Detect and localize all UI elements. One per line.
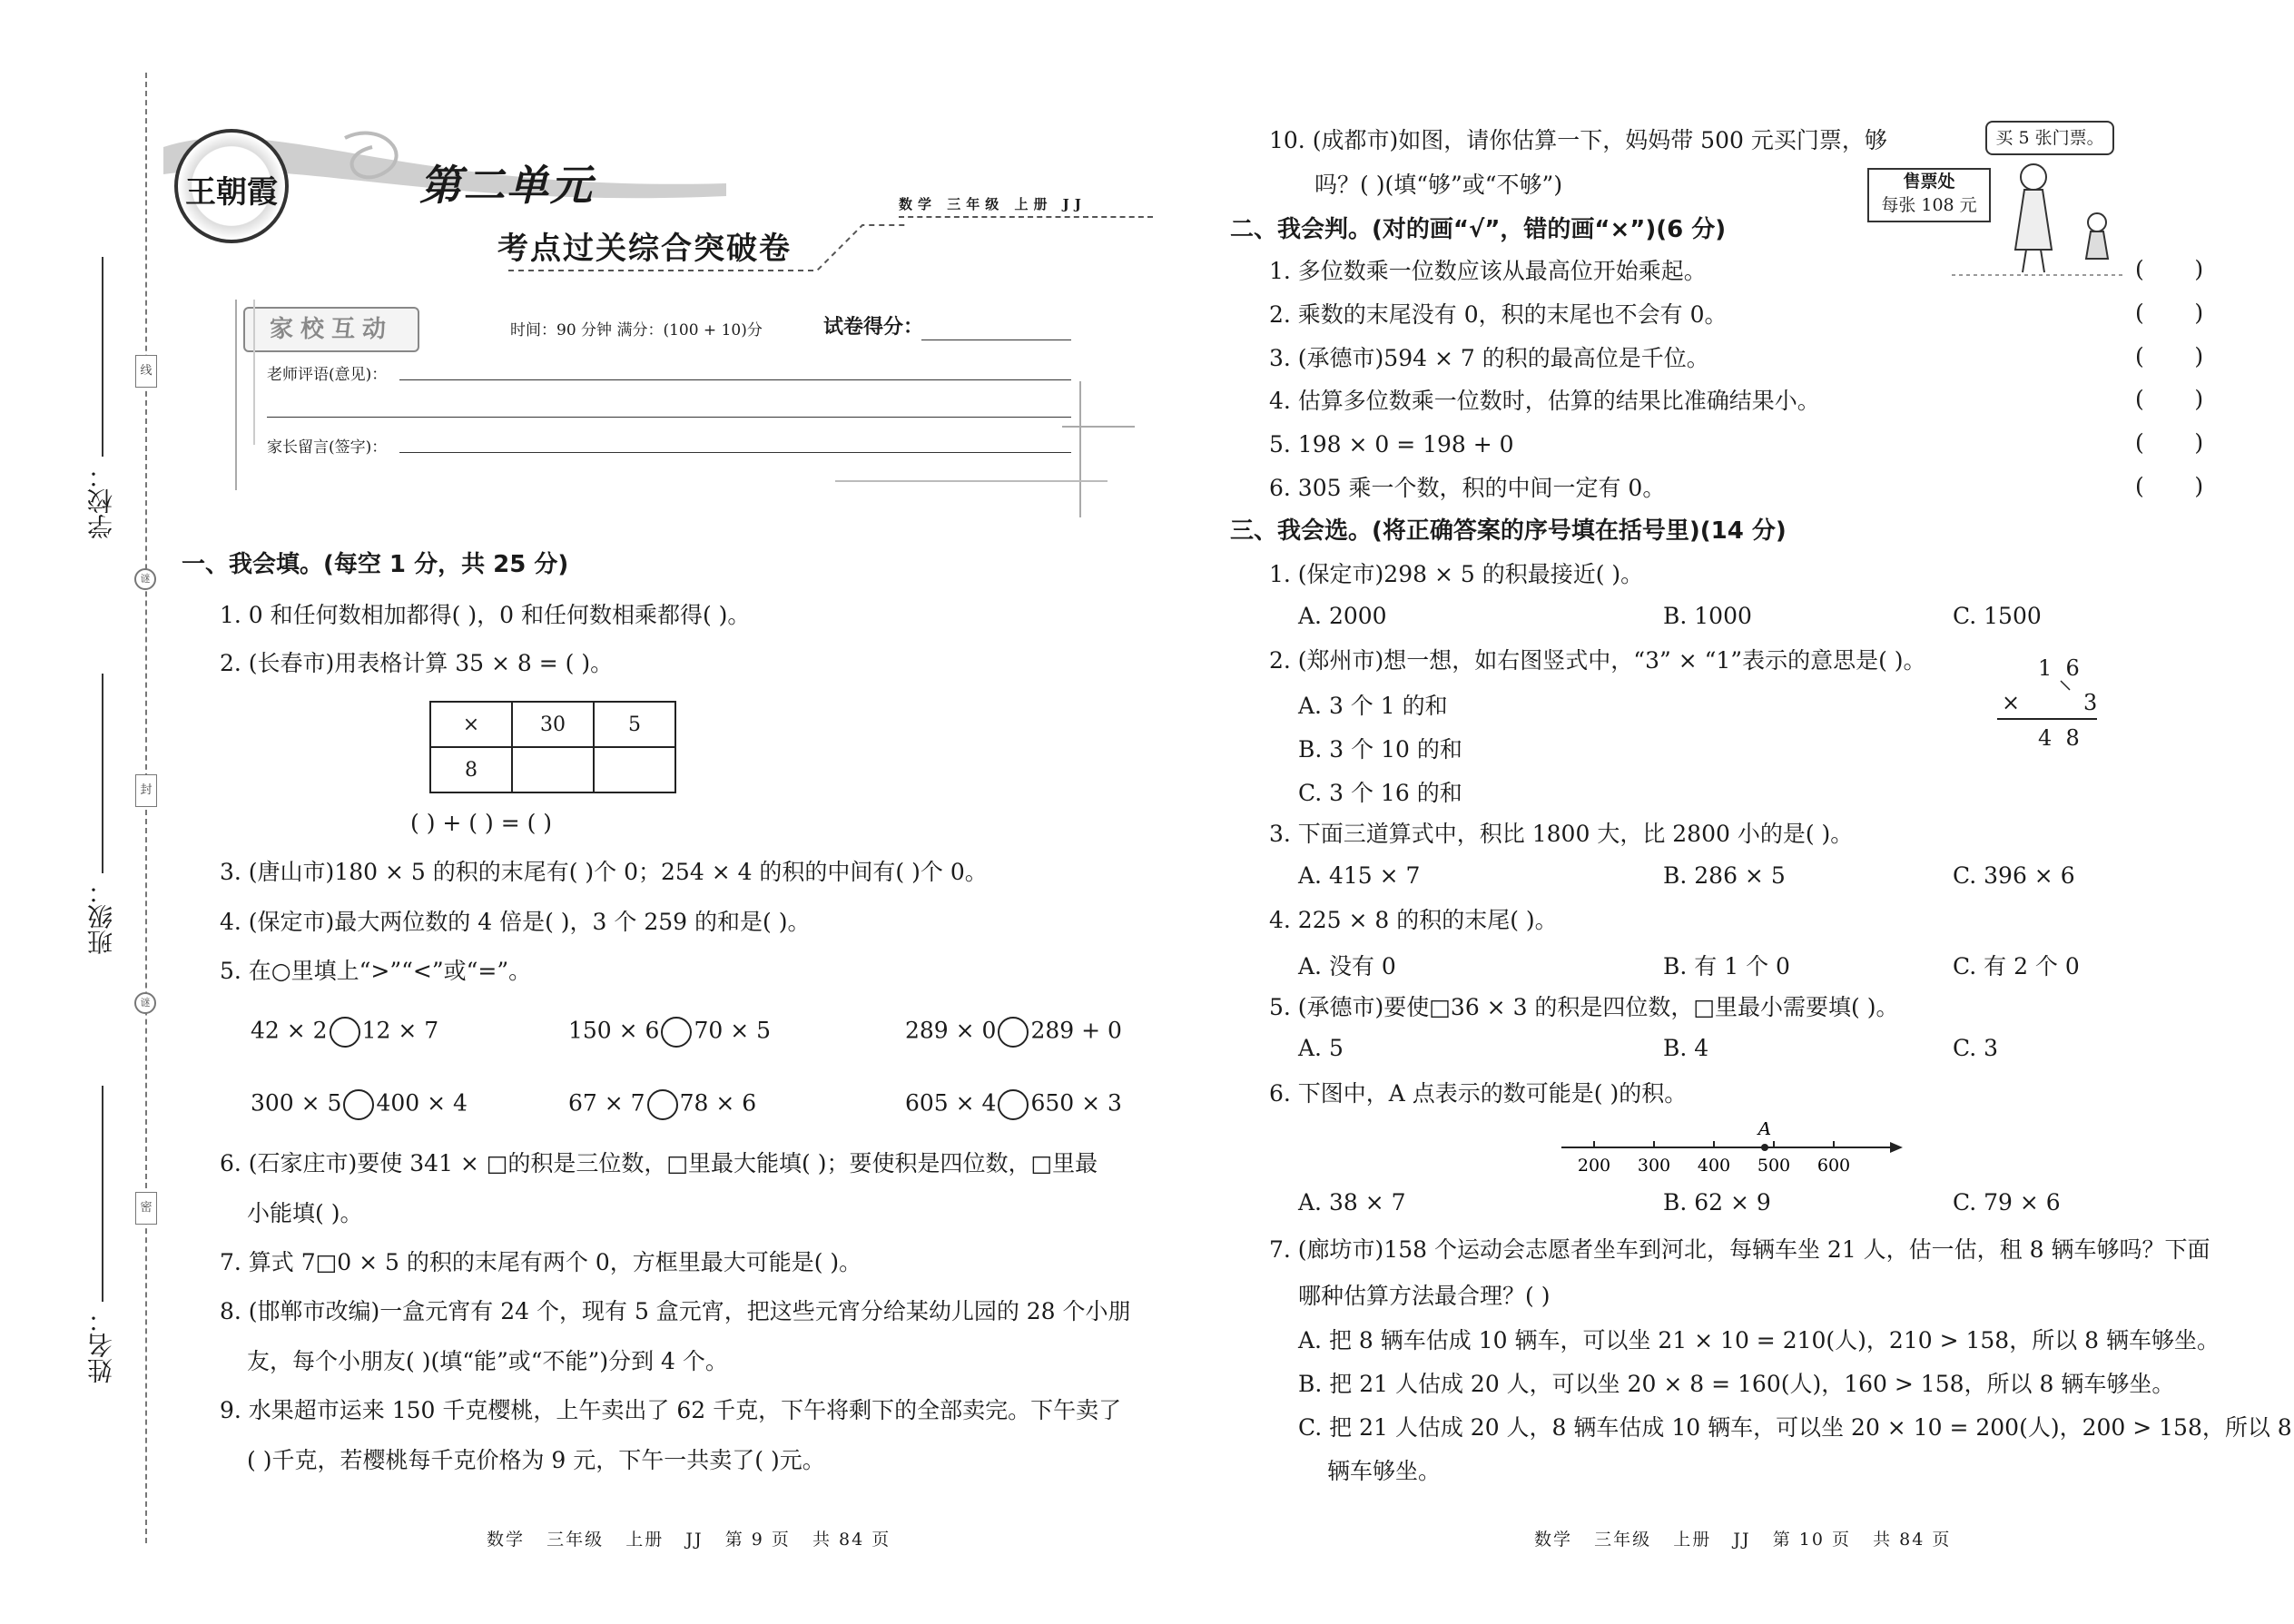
paper-title: 考点过关综合突破卷	[497, 231, 792, 267]
publisher-logo: 王朝霞	[174, 129, 289, 243]
badge-divider	[899, 216, 1153, 218]
number-line-point-a	[1761, 1144, 1768, 1151]
binding-hole: 谜	[134, 992, 156, 1014]
choice-option: A. 没有 0	[1298, 953, 1396, 979]
choice-option: C. 79 × 6	[1953, 1189, 2061, 1216]
binding-mark-xian: 线	[135, 355, 157, 388]
choice-question-7-line-2: 哪种估算方法最合理？( )	[1298, 1283, 1551, 1309]
judge-item-5: 5. 198 × 0 = 198 + 0	[1269, 431, 1514, 458]
comment-frame-decoration	[218, 300, 1135, 517]
section-judge-title: 二、我会判。(对的画“√”，错的画“×”)(6 分)	[1230, 216, 1727, 243]
home-school-tag: 家校互动	[243, 307, 419, 352]
choice-question-1: 1. (保定市)298 × 5 的积最接近( )。	[1269, 561, 1644, 587]
vertical-multiplication-multiplier: 3	[2083, 690, 2098, 715]
ticket-booth-sign: 售票处 每张 108 元	[1867, 168, 1991, 222]
compare-circle[interactable]	[330, 1017, 360, 1048]
choice-question-4: 4. 225 × 8 的积的末尾( )。	[1269, 907, 1558, 933]
question-9-line-2: ( )千克，若樱桃每千克价格为 9 元，下午一共卖了( )元。	[247, 1447, 825, 1473]
question-8-line-1: 8. (邯郸市改编)一盒元宵有 24 个，现有 5 盒元宵，把这些元宵分给某幼儿园的 28 个小朋	[220, 1298, 1131, 1324]
choice-question-7-line-1: 7. (廊坊市)158 个运动会志愿者坐车到河北，每辆车坐 21 人，估一估，租 8 辆车够吗？下面	[1269, 1236, 2210, 1263]
grid-cell: 8	[430, 747, 512, 792]
choice-option: C. 396 × 6	[1953, 862, 2075, 889]
score-label: 试卷得分：	[823, 316, 924, 339]
choice-question-5: 5. (承德市)要使□36 × 3 的积是四位数，□里最小需要填( )。	[1269, 994, 1899, 1020]
choice-7-option-c-line-1: C. 把 21 人估成 20 人，8 辆车估成 10 辆车，可以坐 20 × 10 = 200(人)，200 > 158，所以 8	[1298, 1414, 2292, 1441]
name-blank	[102, 1086, 103, 1302]
school-blank	[102, 257, 103, 457]
judge-answer-1[interactable]: ( )	[2135, 256, 2204, 282]
choice-option: C. 1500	[1953, 603, 2042, 629]
number-line-tick-label: 400	[1697, 1156, 1731, 1176]
teacher-comment-label: 老师评语(意见)：	[267, 366, 388, 384]
multiplication-grid	[429, 701, 676, 793]
class-blank	[102, 674, 103, 873]
grid-cell: ×	[430, 702, 512, 747]
choice-option: B. 4	[1663, 1035, 1709, 1061]
name-label: 姓名：	[86, 1307, 116, 1383]
judge-answer-4[interactable]: ( )	[2135, 386, 2204, 412]
compare-circle[interactable]	[647, 1089, 678, 1120]
choice-question-3: 3. 下面三道算式中，积比 1800 大，比 2800 小的是( )。	[1269, 821, 1854, 847]
title-dashed-underline	[508, 216, 908, 280]
question-2: 2. (长春市)用表格计算 35 × 8 = ( )。	[220, 650, 614, 676]
judge-answer-3[interactable]: ( )	[2135, 343, 2204, 369]
right-page-footer: 数学 三年级 上册 JJ 第 10 页 共 84 页	[1534, 1530, 1952, 1550]
compare-item: 289 × 0 289 + 0	[905, 1017, 1122, 1048]
choice-question-2: 2. (郑州市)想一想，如右图竖式中，“3” × “1”表示的意思是( )。	[1269, 647, 1926, 674]
question-2-answer: ( ) + ( ) = ( )	[410, 810, 553, 836]
choice-option: B. 3 个 10 的和	[1298, 736, 1462, 763]
number-line-tick-label: 600	[1816, 1156, 1851, 1176]
question-6-line-1: 6. (石家庄市)要使 341 × □的积是三位数，□里最大能填( )；要使积是四位数，□里最	[220, 1150, 1098, 1176]
binding-mark-feng: 封	[135, 774, 157, 807]
grid-answer-cell[interactable]	[512, 747, 594, 792]
question-8-line-2: 友，每个小朋友( )(填“能”或“不能”)分到 4 个。	[247, 1348, 728, 1374]
choice-option: A. 3 个 1 的和	[1298, 693, 1448, 719]
class-label: 班级：	[86, 879, 116, 955]
question-7: 7. 算式 7□0 × 5 的积的末尾有两个 0，方框里最大可能是( )。	[220, 1249, 862, 1275]
compare-circle[interactable]	[998, 1017, 1029, 1048]
compare-circle[interactable]	[661, 1017, 692, 1048]
compare-item: 67 × 7 78 × 6	[568, 1089, 756, 1120]
judge-answer-6[interactable]: ( )	[2135, 473, 2204, 499]
judge-item-4: 4. 估算多位数乘一位数时，估算的结果比准确结果小。	[1269, 388, 1820, 414]
compare-item: 42 × 2 12 × 7	[251, 1017, 438, 1048]
binding-hole: 谜	[134, 568, 156, 590]
choice-option: B. 1000	[1663, 603, 1752, 629]
question-5: 5. 在○里填上“>”“<”或“=”。	[220, 958, 532, 984]
choice-option: A. 415 × 7	[1298, 862, 1421, 889]
question-1: 1. 0 和任何数相加都得( )，0 和任何数相乘都得( )。	[220, 602, 751, 628]
number-line-point-label: A	[1757, 1122, 1772, 1139]
choice-option: B. 62 × 9	[1663, 1189, 1771, 1216]
question-9-line-1: 9. 水果超市运来 150 千克樱桃，上午卖出了 62 千克，下午将剩下的全部卖完。下午卖了	[220, 1397, 1122, 1423]
judge-item-2: 2. 乘数的末尾没有 0，积的末尾也不会有 0。	[1269, 301, 1728, 328]
question-6-line-2: 小能填( )。	[247, 1200, 363, 1226]
question-3: 3. (唐山市)180 × 5 的积的末尾有( )个 0；254 × 4 的积的中间有( )个 0。	[220, 859, 988, 885]
compare-item: 150 × 6 70 × 5	[568, 1017, 771, 1048]
vertical-multiplication-lines	[1997, 663, 2106, 726]
section-fill-in-title: 一、我会填。(每空 1 分，共 25 分)	[182, 551, 569, 578]
vertical-multiplication-result: 4 8	[2038, 725, 2080, 751]
left-page-footer: 数学 三年级 上册 JJ 第 9 页 共 84 页	[487, 1530, 891, 1550]
choice-option: A. 38 × 7	[1298, 1189, 1406, 1216]
choice-option: B. 有 1 个 0	[1663, 953, 1790, 979]
judge-answer-5[interactable]: ( )	[2135, 429, 2204, 456]
vertical-multiplication-sign: ×	[2002, 690, 2021, 715]
number-line-tick-label: 200	[1577, 1156, 1611, 1176]
unit-title: 第二单元	[419, 161, 594, 210]
subject-badge: 数学 三年级 上册 JJ	[899, 196, 1087, 212]
compare-item: 605 × 4 650 × 3	[905, 1089, 1122, 1120]
choice-option: A. 5	[1298, 1035, 1344, 1061]
judge-answer-2[interactable]: ( )	[2135, 300, 2204, 326]
choice-option: A. 2000	[1298, 603, 1387, 629]
exam-time-score-info: 时间：90 分钟 满分：(100 + 10)分	[510, 321, 763, 340]
choice-7-option-a: A. 把 8 辆车估成 10 辆车，可以坐 21 × 10 = 210(人)，210 > 158，所以 8 辆车够坐。	[1298, 1327, 2220, 1353]
question-10-line-2: 吗？( )(填“够”或“不够”)	[1314, 172, 1563, 198]
choice-question-6: 6. 下图中，A 点表示的数可能是( )的积。	[1269, 1080, 1688, 1107]
binding-dashed-line	[145, 73, 147, 1543]
question-10-line-1: 10. (成都市)如图，请你估算一下，妈妈带 500 元买门票，够	[1269, 127, 1887, 153]
compare-circle[interactable]	[343, 1089, 374, 1120]
compare-circle[interactable]	[998, 1089, 1029, 1120]
mother-and-child-illustration	[1952, 150, 2124, 277]
number-line	[1561, 1122, 1906, 1186]
compare-item: 300 × 5 400 × 4	[251, 1089, 468, 1120]
number-line-tick-label: 300	[1637, 1156, 1671, 1176]
speech-bubble: 买 5 张门票。	[1985, 121, 2114, 155]
choice-7-option-b: B. 把 21 人估成 20 人，可以坐 20 × 8 = 160(人)，160 > 158，所以 8 辆车够坐。	[1298, 1371, 2175, 1397]
grid-cell: 5	[594, 702, 675, 747]
parent-comment-label: 家长留言(签字)：	[267, 438, 388, 457]
number-line-tick-label: 500	[1757, 1156, 1791, 1176]
grid-cell: 30	[512, 702, 594, 747]
choice-7-option-c-line-2: 辆车够坐。	[1327, 1458, 1442, 1484]
school-label: 学校：	[86, 463, 116, 539]
judge-item-6: 6. 305 乘一个数，积的中间一定有 0。	[1269, 475, 1666, 501]
question-4: 4. (保定市)最大两位数的 4 倍是( )，3 个 259 的和是( )。	[220, 909, 811, 935]
binding-mark-mi: 密	[135, 1192, 157, 1225]
choice-option: B. 286 × 5	[1663, 862, 1786, 889]
choice-option: C. 有 2 个 0	[1953, 953, 2080, 979]
choice-option: C. 3	[1953, 1035, 1999, 1061]
section-choice-title: 三、我会选。(将正确答案的序号填在括号里)(14 分)	[1230, 517, 1787, 545]
choice-option: C. 3 个 16 的和	[1298, 780, 1462, 806]
grid-answer-cell[interactable]	[594, 747, 675, 792]
judge-item-3: 3. (承德市)594 × 7 的积的最高位是千位。	[1269, 345, 1709, 371]
judge-item-1: 1. 多位数乘一位数应该从最高位开始乘起。	[1269, 258, 1707, 284]
vertical-multiplication-top: 1 6	[2038, 655, 2080, 681]
